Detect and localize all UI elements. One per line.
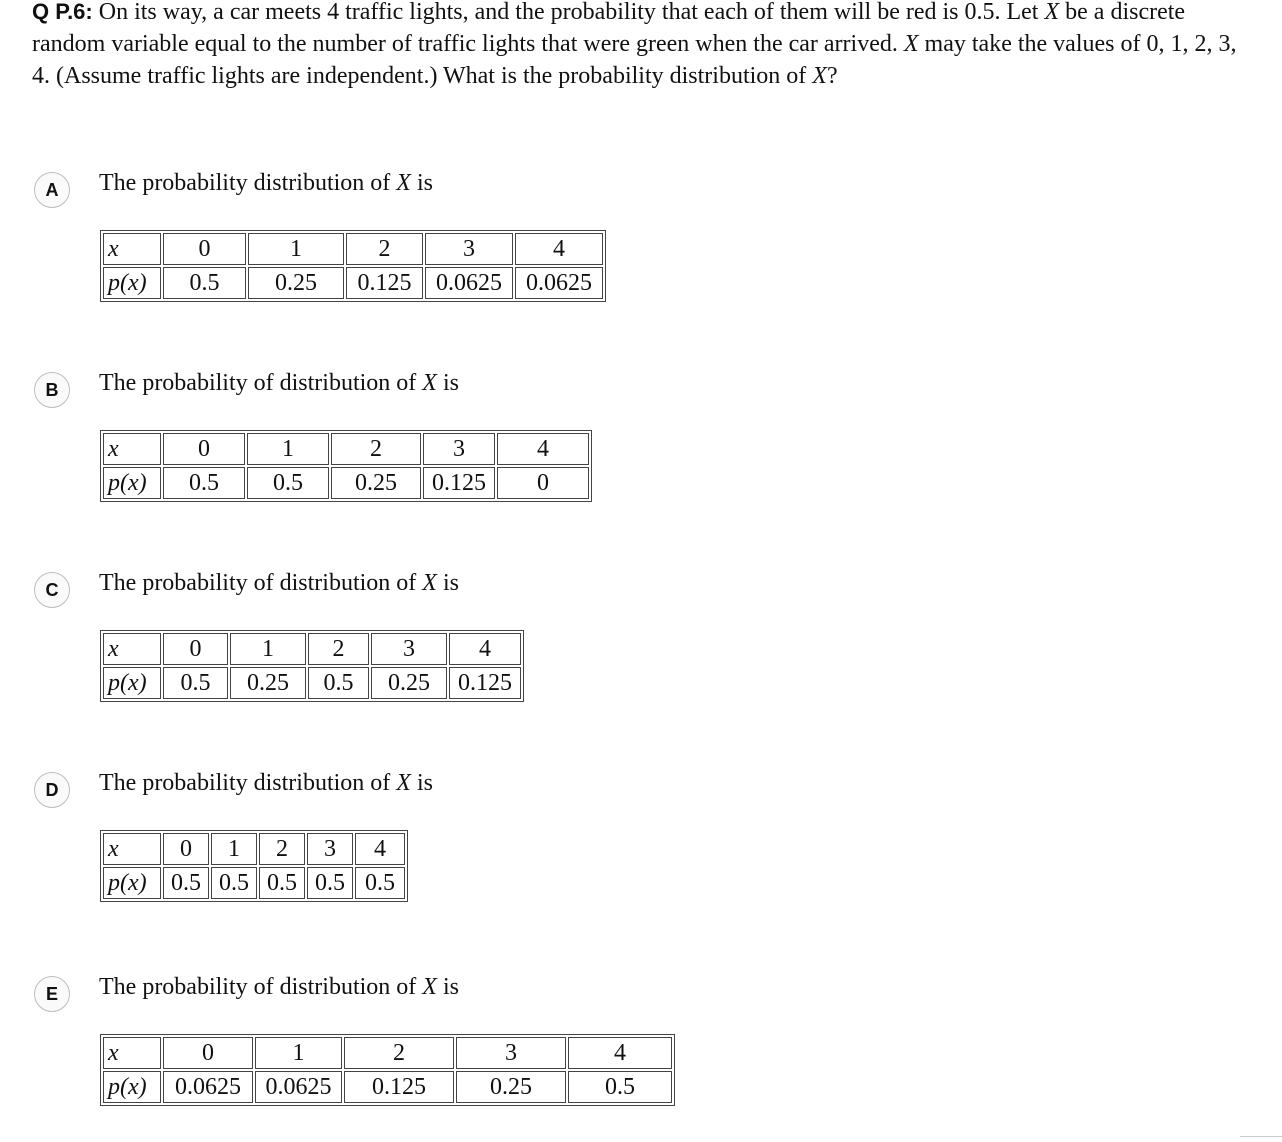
option-text-var: X <box>396 170 411 196</box>
option-letter-b[interactable]: B <box>34 372 70 408</box>
table-cell: 3 <box>371 633 447 665</box>
table-cell: 3 <box>307 833 353 865</box>
table-header-p: p(x) <box>103 667 161 699</box>
table-cell: 0.125 <box>346 267 423 299</box>
table-cell: 2 <box>344 1037 454 1069</box>
table-cell: 0.5 <box>163 267 246 299</box>
table-cell: 2 <box>346 233 423 265</box>
distribution-table-a <box>100 230 606 302</box>
table-cell: 0.5 <box>163 667 228 699</box>
option-text-var: X <box>396 770 411 796</box>
table-row-p <box>103 867 405 899</box>
option-letter-e[interactable]: E <box>34 976 70 1012</box>
option-text-part: The probability of distribution of <box>99 570 423 596</box>
table-cell: 1 <box>248 233 344 265</box>
table-cell: 0.125 <box>423 467 495 499</box>
table-cell: 0.0625 <box>255 1071 342 1103</box>
table-cell: 0.5 <box>568 1071 672 1103</box>
table-cell: 4 <box>355 833 405 865</box>
table-cell: 0.5 <box>211 867 257 899</box>
table-cell: 1 <box>211 833 257 865</box>
table-cell: 0 <box>163 833 209 865</box>
table-cell: 0.125 <box>449 667 521 699</box>
table-cell: 4 <box>497 433 589 465</box>
table-cell: 0 <box>163 633 228 665</box>
table-cell: 4 <box>449 633 521 665</box>
option-text-var: X <box>422 370 437 396</box>
table-row-x <box>103 833 405 865</box>
distribution-table-c <box>100 630 524 702</box>
question-text <box>32 0 1252 92</box>
table-cell: 0.25 <box>248 267 344 299</box>
table-header-x: x <box>103 833 161 865</box>
table-cell: 0.0625 <box>163 1071 253 1103</box>
question-part: On its way, a car meets 4 traffic lights, and the probability that each of them will be red is 0.5. Let <box>92 0 1045 25</box>
table-cell: 0.25 <box>371 667 447 699</box>
table-row-x <box>103 1037 672 1069</box>
table-cell: 0.125 <box>344 1071 454 1103</box>
table-cell: 0.0625 <box>515 267 603 299</box>
option-c-text <box>99 570 459 597</box>
table-cell: 2 <box>331 433 421 465</box>
question-label: Q P.6: <box>32 0 93 24</box>
option-d-text <box>99 770 433 797</box>
table-row-x <box>103 233 603 265</box>
option-text-part: The probability distribution of <box>99 170 397 196</box>
table-header-x: x <box>103 633 161 665</box>
table-header-p: p(x) <box>103 467 161 499</box>
question-var: X <box>1044 0 1060 25</box>
option-letter-c[interactable]: C <box>34 572 70 608</box>
table-cell: 1 <box>255 1037 342 1069</box>
option-text-part: The probability of distribution of <box>99 974 423 1000</box>
distribution-table-e <box>100 1034 675 1106</box>
table-cell: 0.25 <box>456 1071 566 1103</box>
option-text-part: is <box>436 370 459 396</box>
table-cell: 0.5 <box>163 867 209 899</box>
table-cell: 0.25 <box>331 467 421 499</box>
option-text-var: X <box>422 974 437 1000</box>
table-row-x <box>103 633 521 665</box>
table-cell: 1 <box>247 433 329 465</box>
table-header-x: x <box>103 433 161 465</box>
option-text-part: The probability distribution of <box>99 770 397 796</box>
question-var: X <box>903 31 919 57</box>
question-var: X <box>812 63 827 89</box>
table-cell: 0 <box>163 433 245 465</box>
table-cell: 0 <box>163 233 246 265</box>
option-letter-d[interactable]: D <box>34 772 70 808</box>
question-part: ? <box>826 63 838 89</box>
table-cell: 4 <box>568 1037 672 1069</box>
table-cell: 0 <box>497 467 589 499</box>
table-cell: 0.5 <box>308 667 369 699</box>
option-letter-a[interactable]: A <box>34 172 70 208</box>
divider <box>1240 1136 1282 1137</box>
table-cell: 0.5 <box>163 467 245 499</box>
option-text-part: The probability of distribution of <box>99 370 423 396</box>
question-part: may take the values of 0, 1, 2, 3, 4. (Assume traffic lights are independent.) What is the probability distribution of <box>32 31 1237 89</box>
table-cell: 0.5 <box>355 867 405 899</box>
table-row-x <box>103 433 589 465</box>
table-cell: 0.5 <box>247 467 329 499</box>
table-header-p: p(x) <box>103 1071 161 1103</box>
distribution-table-d <box>100 830 408 902</box>
table-cell: 0.0625 <box>425 267 513 299</box>
table-row-p <box>103 1071 672 1103</box>
table-row-p <box>103 667 521 699</box>
question-part: be a discrete random variable equal to the number of traffic lights that were green when the car arrived. <box>32 0 1186 57</box>
table-cell: 2 <box>308 633 369 665</box>
option-text-part: is <box>410 770 433 796</box>
table-header-x: x <box>103 1037 161 1069</box>
distribution-table-b <box>100 430 592 502</box>
table-cell: 0.5 <box>259 867 305 899</box>
option-text-var: X <box>422 570 437 596</box>
table-header-p: p(x) <box>103 867 161 899</box>
table-row-p <box>103 267 603 299</box>
table-cell: 3 <box>423 433 495 465</box>
option-text-part: is <box>436 974 459 1000</box>
table-header-p: p(x) <box>103 267 161 299</box>
table-cell: 0 <box>163 1037 253 1069</box>
table-cell: 2 <box>259 833 305 865</box>
table-cell: 0.25 <box>230 667 306 699</box>
option-b-text <box>99 370 459 397</box>
table-header-x: x <box>103 233 161 265</box>
option-e-text <box>99 974 459 1001</box>
option-text-part: is <box>410 170 433 196</box>
option-a-text <box>99 170 433 197</box>
option-text-part: is <box>436 570 459 596</box>
table-cell: 3 <box>456 1037 566 1069</box>
table-cell: 1 <box>230 633 306 665</box>
table-cell: 3 <box>425 233 513 265</box>
table-row-p <box>103 467 589 499</box>
table-cell: 4 <box>515 233 603 265</box>
table-cell: 0.5 <box>307 867 353 899</box>
